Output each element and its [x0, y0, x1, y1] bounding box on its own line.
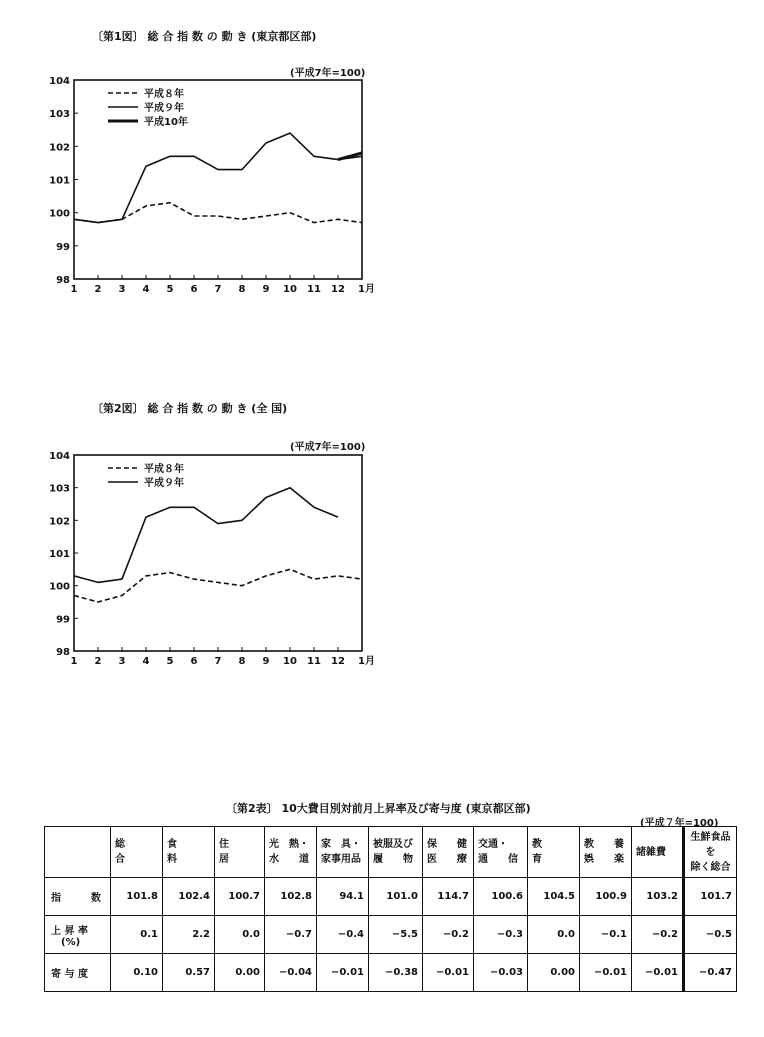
table2-cell: −0.47 — [684, 954, 737, 992]
table2-cell: −0.01 — [317, 954, 369, 992]
table2-row-header: 指 数 — [45, 878, 111, 916]
table2-cell: 102.8 — [265, 878, 317, 916]
table2-cell: 0.00 — [215, 954, 265, 992]
y-tick-label: 101 — [49, 549, 70, 560]
table2-cell: 0.00 — [528, 954, 580, 992]
table2-cell: 0.1 — [111, 916, 163, 954]
table2-cell: −0.5 — [684, 916, 737, 954]
table2-cell: −0.7 — [265, 916, 317, 954]
table2 — [44, 826, 737, 992]
legend-label: 平成９年 — [144, 103, 184, 114]
x-tick-label: 12 — [331, 656, 345, 667]
table2-cell: −0.2 — [632, 916, 684, 954]
table2-cell: −5.5 — [369, 916, 423, 954]
series-line-dashed — [74, 569, 362, 602]
table2-column-header: 保 健 医 療 — [423, 827, 474, 878]
table2-cell: 0.57 — [163, 954, 215, 992]
table2-cell: −0.1 — [580, 916, 632, 954]
table-row — [45, 878, 737, 916]
x-tick-label: 8 — [238, 284, 246, 295]
y-tick-label: 103 — [49, 483, 70, 495]
table2-base-note: (平成７年=100) — [640, 818, 719, 829]
table2-column-header: 光 熱・ 水 道 — [265, 827, 317, 878]
table2-cell: −0.2 — [423, 916, 474, 954]
table2-cell: 101.0 — [369, 878, 423, 916]
y-tick-label: 103 — [49, 109, 70, 121]
legend-label: 平成８年 — [144, 89, 184, 100]
x-tick-label: 5 — [166, 284, 174, 295]
x-tick-label: 8 — [238, 656, 246, 667]
figure1-title: 〔第1図〕 総 合 指 数 の 動 き (東京都区部) — [92, 30, 317, 43]
table2-cell: 114.7 — [423, 878, 474, 916]
figure1-chart — [49, 76, 375, 295]
y-tick-label: 98 — [56, 647, 70, 658]
y-tick-label: 100 — [49, 581, 70, 593]
table2-cell: −0.38 — [369, 954, 423, 992]
x-tick-label: 10 — [283, 656, 297, 667]
legend-label: 平成９年 — [144, 478, 184, 489]
y-tick-label: 100 — [49, 208, 70, 220]
table2-column-header: 教 育 — [528, 827, 580, 878]
y-tick-label: 104 — [49, 451, 70, 462]
x-tick-label: 9 — [262, 284, 270, 295]
y-tick-label: 104 — [49, 76, 70, 87]
x-tick-label: 6 — [190, 284, 198, 295]
x-tick-label: 2 — [94, 656, 102, 667]
table2-cell: 100.7 — [215, 878, 265, 916]
table2-cell: 0.0 — [215, 916, 265, 954]
figure2-title: 〔第2図〕 総 合 指 数 の 動 き (全 国) — [92, 402, 288, 415]
table2-cell: −0.3 — [474, 916, 528, 954]
legend-label: 平成８年 — [144, 464, 184, 475]
plot-frame — [74, 455, 362, 651]
table2-corner-cell — [45, 827, 111, 878]
figure2-chart — [49, 451, 375, 667]
table2-cell: 100.6 — [474, 878, 528, 916]
table2-column-header: 諸雑費 — [632, 827, 684, 878]
x-tick-label: 6 — [190, 656, 198, 667]
y-tick-label: 102 — [49, 516, 70, 528]
table2-cell: 0.0 — [528, 916, 580, 954]
x-tick-label: 1月 — [358, 656, 375, 667]
y-tick-label: 101 — [49, 175, 70, 187]
series-line-solid — [74, 488, 338, 583]
table2-header-row — [45, 827, 737, 878]
x-tick-label: 12 — [331, 284, 345, 295]
y-tick-label: 102 — [49, 142, 70, 154]
y-tick-label: 99 — [56, 241, 70, 253]
figure2-base-note: (平成7年=100) — [290, 442, 366, 453]
table2-cell: −0.04 — [265, 954, 317, 992]
table2-cell: 101.8 — [111, 878, 163, 916]
table2-cell: −0.01 — [632, 954, 684, 992]
table2-cell: 0.10 — [111, 954, 163, 992]
x-tick-label: 7 — [214, 656, 222, 667]
table2-cell: 2.2 — [163, 916, 215, 954]
figure1-base-note: (平成7年=100) — [290, 68, 366, 79]
x-tick-label: 5 — [166, 656, 174, 667]
table-row — [45, 916, 737, 954]
x-tick-label: 11 — [307, 656, 321, 667]
table2-cell: 101.7 — [684, 878, 737, 916]
table2-column-header: 交通・ 通 信 — [474, 827, 528, 878]
x-tick-label: 4 — [142, 284, 150, 295]
table2-column-header: 住 居 — [215, 827, 265, 878]
table2-cell: 102.4 — [163, 878, 215, 916]
table2-cell: 100.9 — [580, 878, 632, 916]
x-tick-label: 2 — [94, 284, 102, 295]
table2-column-header: 教 養 娯 楽 — [580, 827, 632, 878]
x-tick-label: 1 — [70, 284, 78, 295]
legend-label: 平成10年 — [144, 117, 188, 128]
table2-cell: 94.1 — [317, 878, 369, 916]
x-tick-label: 11 — [307, 284, 321, 295]
table-row — [45, 954, 737, 992]
series-line-solid — [74, 133, 362, 223]
y-tick-label: 98 — [56, 275, 70, 286]
table2-column-header: 食 料 — [163, 827, 215, 878]
x-tick-label: 1 — [70, 656, 78, 667]
table2-column-header: 家 具・ 家事用品 — [317, 827, 369, 878]
x-tick-label: 3 — [118, 284, 126, 295]
plot-frame — [74, 80, 362, 279]
x-tick-label: 9 — [262, 656, 270, 667]
table2-column-header: 被服及び 履 物 — [369, 827, 423, 878]
table2-cell: −0.01 — [580, 954, 632, 992]
table2-cell: −0.01 — [423, 954, 474, 992]
table2-cell: −0.03 — [474, 954, 528, 992]
table2-title: 〔第2表〕 10大費目別対前月上昇率及び寄与度 (東京都区部) — [226, 802, 531, 815]
x-tick-label: 3 — [118, 656, 126, 667]
table2-column-header: 生鮮食品 を 除く総合 — [684, 827, 737, 878]
table2-row-header: 寄 与 度 — [45, 954, 111, 992]
x-tick-label: 7 — [214, 284, 222, 295]
table2-row-header: 上 昇 率 (%) — [45, 916, 111, 954]
x-tick-label: 10 — [283, 284, 297, 295]
x-tick-label: 4 — [142, 656, 150, 667]
table2-cell: 104.5 — [528, 878, 580, 916]
table2-cell: −0.4 — [317, 916, 369, 954]
x-tick-label: 1月 — [358, 284, 375, 295]
table2-column-header: 総 合 — [111, 827, 163, 878]
y-tick-label: 99 — [56, 614, 70, 626]
table2-cell: 103.2 — [632, 878, 684, 916]
